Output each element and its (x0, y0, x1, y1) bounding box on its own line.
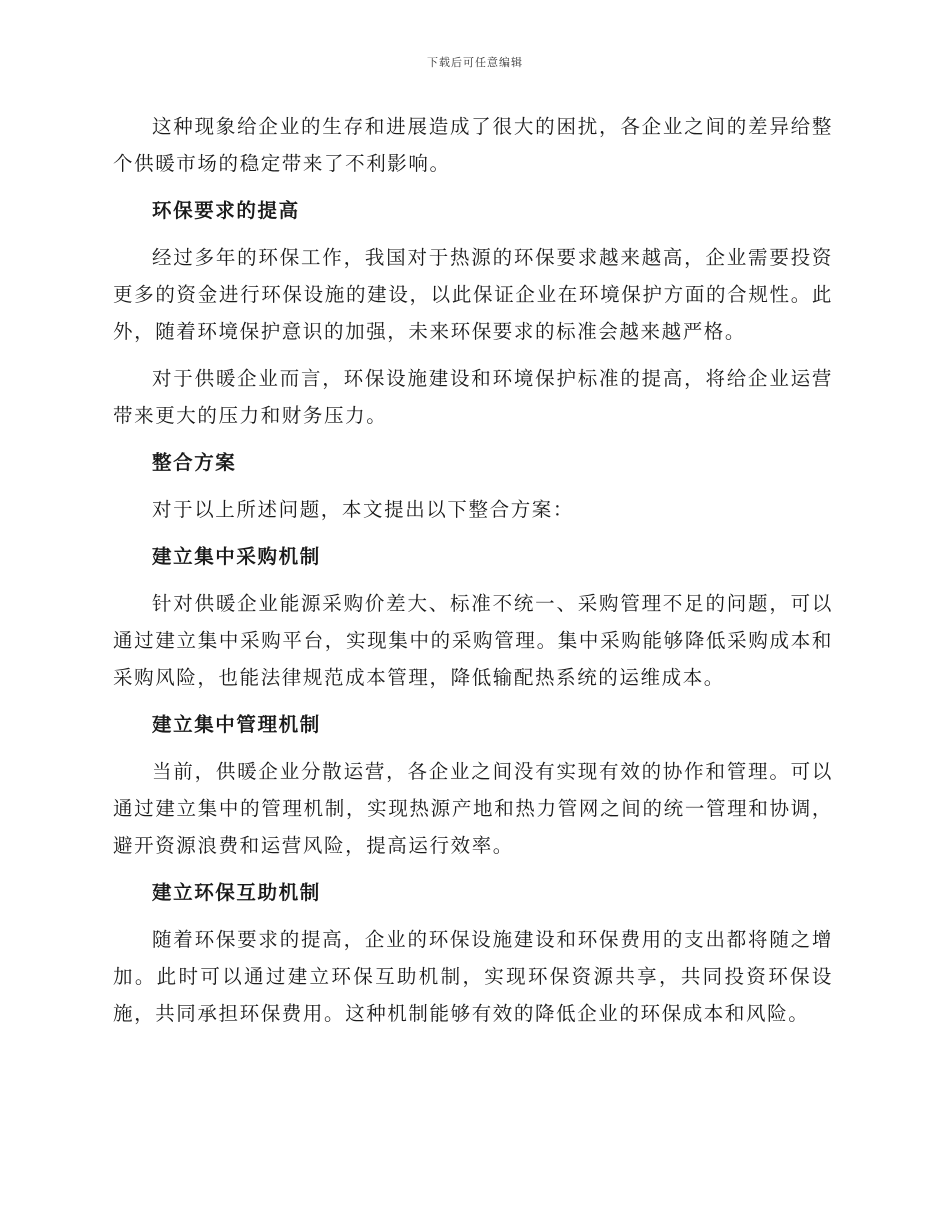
paragraph-integration-intro: 对于以上所述问题，本文提出以下整合方案： (152, 498, 575, 521)
paragraph-env-requirements: 经过多年的环保工作，我国对于热源的环保要求越来越高，企业需要投资更多的资金进行环保设施的建设，以此保证企业在环境保护方面的合规性。此外，随着环境保护意识的加强，未来环保要求的标准会越来越严格。 (113, 246, 833, 343)
document-body (113, 108, 833, 1042)
heading-central-management: 建立集中管理机制 (152, 713, 321, 736)
paragraph-market-impact: 这种现象给企业的生存和进展造成了很大的困扰，各企业之间的差异给整个供暖市场的稳定带来了不利影响。 (113, 115, 833, 175)
paragraph-central-procurement: 针对供暖企业能源采购价差大、标准不统一、采购管理不足的问题，可以通过建立集中采购平台，实现集中的采购管理。集中采购能够降低采购成本和采购风险，也能法律规范成本管理，降低输配热系统的运维成本。 (113, 592, 833, 689)
heading-env-requirements: 环保要求的提高 (152, 199, 300, 222)
paragraph-central-management: 当前，供暖企业分散运营，各企业之间没有实现有效的协作和管理。可以通过建立集中的管理机制，实现热源产地和热力管网之间的统一管理和协调，避开资源浪费和运营风险，提高运行效率。 (113, 760, 833, 857)
heading-central-procurement: 建立集中采购机制 (152, 545, 321, 568)
page-header: 下载后可任意编辑 (427, 56, 523, 69)
paragraph-env-mutual-aid: 随着环保要求的提高，企业的环保设施建设和环保费用的支出都将随之增加。此时可以通过建立环保互助机制，实现环保资源共享，共同投资环保设施，共同承担环保费用。这种机制能够有效的降低企业的环保成本和风险。 (113, 928, 833, 1025)
heading-integration-plan: 整合方案 (152, 451, 237, 474)
heading-env-mutual-aid: 建立环保互助机制 (152, 881, 321, 904)
paragraph-env-pressure: 对于供暖企业而言，环保设施建设和环境保护标准的提高，将给企业运营带来更大的压力和财务压力。 (113, 367, 833, 427)
